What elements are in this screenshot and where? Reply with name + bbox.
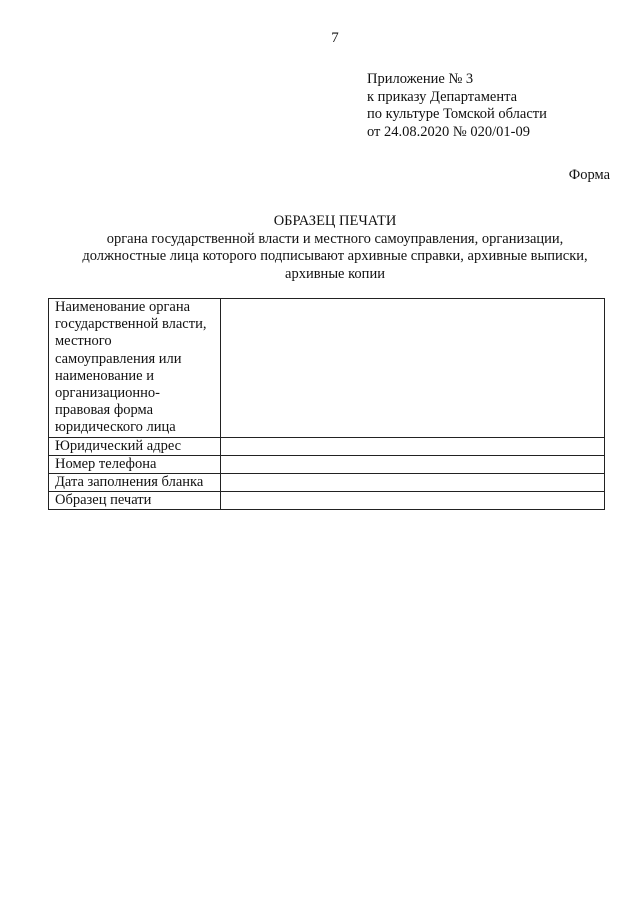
label-line: Юридический адрес (55, 437, 182, 454)
label-line: наименование и (55, 367, 155, 384)
label-line: самоуправления или (55, 350, 182, 367)
organization-name-field[interactable] (221, 299, 605, 438)
appendix-line: Приложение № 3 (367, 71, 474, 87)
label-line: Дата заполнения бланка (55, 474, 204, 491)
table-row (49, 474, 605, 492)
phone-number-field[interactable] (221, 455, 605, 473)
document-title: ОБРАЗЕЦ ПЕЧАТИ (273, 213, 397, 229)
label-line: правовая форма (55, 402, 154, 419)
label-line: Наименование органа (55, 299, 191, 315)
table-row (49, 299, 605, 438)
legal-address-field[interactable] (221, 437, 605, 455)
row-label-phone-number (49, 455, 221, 473)
label-line: юридического лица (55, 419, 176, 436)
fill-date-field[interactable] (221, 474, 605, 492)
label-line: Номер телефона (55, 455, 157, 472)
form-label: Форма (568, 167, 610, 183)
title-block (40, 213, 630, 283)
label-line: государственной власти, (55, 316, 207, 333)
label-line: местного (55, 333, 112, 350)
subtitle-line: органа государственной власти и местного самоуправления, организации, (106, 230, 564, 247)
appendix-line: по культуре Томской области (367, 106, 547, 122)
table-row (49, 455, 605, 473)
label-line: Образец печати (55, 492, 152, 509)
row-label-fill-date (49, 474, 221, 492)
subtitle-line: архивные копии (285, 265, 385, 282)
appendix-block (367, 71, 547, 141)
appendix-line: к приказу Департамента (367, 88, 518, 105)
page-number: 7 (331, 30, 339, 46)
table-row (49, 492, 605, 510)
row-label-legal-address (49, 437, 221, 455)
subtitle-line: должностные лица которого подписывают архивные справки, архивные выписки, (82, 248, 588, 264)
row-label-organization-name (49, 299, 221, 438)
seal-sample-field[interactable] (221, 492, 605, 510)
appendix-line: от 24.08.2020 № 020/01-09 (367, 123, 530, 140)
form-table (48, 298, 605, 510)
table-row (49, 437, 605, 455)
row-label-seal-sample (49, 492, 221, 510)
label-line: организационно- (55, 385, 160, 402)
